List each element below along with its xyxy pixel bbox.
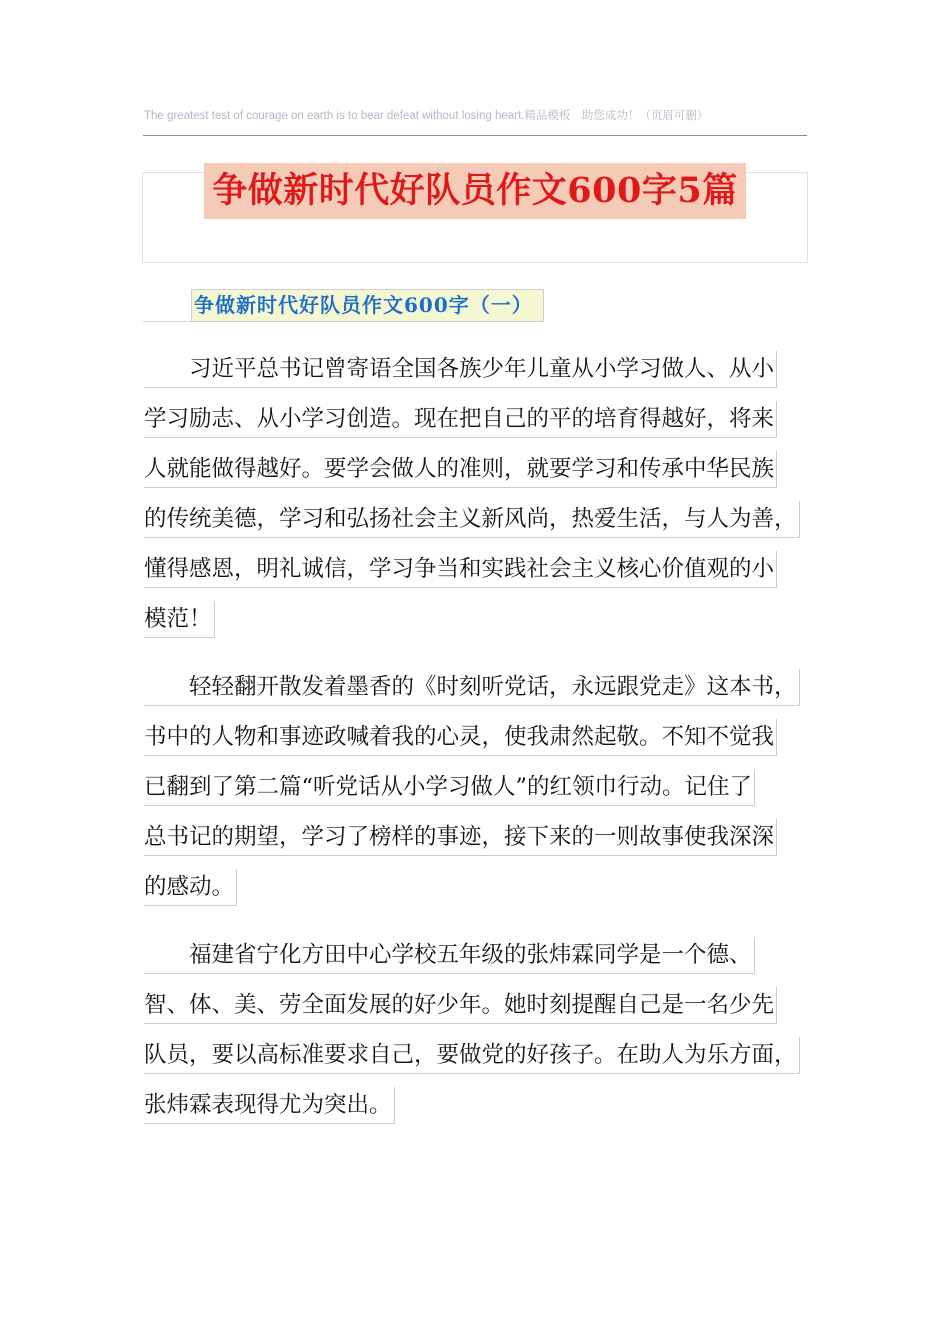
paragraph-line: 模范！ xyxy=(144,601,215,638)
paragraph-line: 人就能做得越好。要学会做人的准则，就要学习和传承中华民族 xyxy=(144,451,777,488)
paragraph-line: 张炜霖表现得尤为突出。 xyxy=(144,1087,395,1124)
page-header-text: The greatest test of courage on earth is to bear defeat without losing heart.精品模板 助您成功！（页眉可删） xyxy=(144,110,709,122)
paragraph-line: 书中的人物和事迹政喊着我的心灵，使我肃然起敬。不知不觉我 xyxy=(144,719,777,756)
paragraph-line: 已翻到了第二篇“听党话从小学习做人”的红领巾行动。记住了 xyxy=(144,769,755,806)
paragraph-line: 总书记的期望，学习了榜样的事迹，接下来的一则故事使我深深 xyxy=(144,819,777,856)
paragraph-line: 的传统美德，学习和弘扬社会主义新风尚，热爱生活，与人为善， xyxy=(144,501,800,538)
paragraph-line: 队员，要以高标准要求自己，要做党的好孩子。在助人为乐方面， xyxy=(144,1037,800,1074)
paragraph-line: 懂得感恩，明礼诚信，学习争当和实践社会主义核心价值观的小 xyxy=(144,551,777,588)
paragraph-line: 轻轻翻开散发着墨香的《时刻听党话，永远跟党走》这本书， xyxy=(144,669,800,706)
paragraph-line: 福建省宁化方田中心学校五年级的张炜霖同学是一个德、 xyxy=(144,937,755,974)
paragraph-line: 的感动。 xyxy=(144,869,237,906)
subtitle-underline xyxy=(143,321,191,322)
section-subtitle: 争做新时代好队员作文600字（一） xyxy=(191,289,544,322)
paragraph-line: 学习励志、从小学习创造。现在把自己的平的培育得越好，将来 xyxy=(144,401,777,438)
paragraph-line: 智、体、美、劳全面发展的好少年。她时刻提醒自己是一名少先 xyxy=(144,987,777,1024)
document-title: 争做新时代好队员作文600字5篇 xyxy=(204,163,746,219)
paragraph-line: 习近平总书记曾寄语全国各族少年儿童从小学习做人、从小 xyxy=(144,351,777,388)
header-divider xyxy=(143,135,807,136)
